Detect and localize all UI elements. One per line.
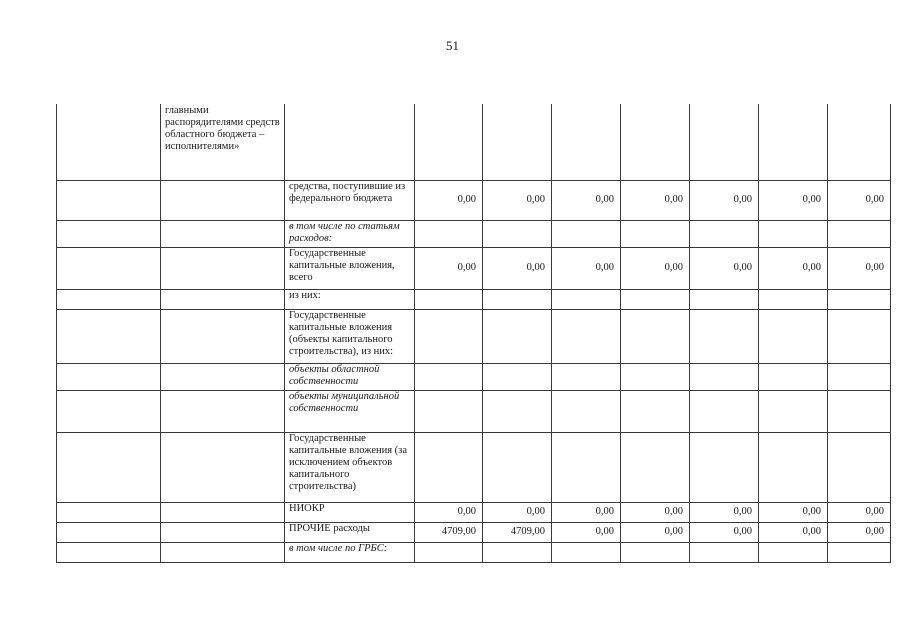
table-row: [57, 363, 891, 390]
value-cell: [759, 390, 828, 432]
value-cell: 0,00: [621, 502, 690, 522]
value-cell: [415, 309, 483, 363]
value-cell: [759, 289, 828, 309]
value-cell: [690, 390, 759, 432]
value-cell: [621, 220, 690, 247]
value-cell: 0,00: [690, 247, 759, 289]
table-row: [57, 247, 891, 289]
value-cell: [621, 432, 690, 502]
value-cell: 4709,00: [483, 522, 552, 542]
value-cell: 0,00: [552, 522, 621, 542]
row-code-cell: [57, 220, 161, 247]
row-program-cell: [161, 522, 285, 542]
budget-table: [56, 104, 891, 563]
row-code-cell: [57, 363, 161, 390]
row-program-cell: [161, 432, 285, 502]
value-cell: 0,00: [552, 180, 621, 220]
value-cell: 0,00: [828, 502, 891, 522]
value-cell: [759, 432, 828, 502]
value-cell: [759, 309, 828, 363]
row-category-cell: объекты муниципальной собственности: [285, 390, 415, 432]
value-cell: [690, 363, 759, 390]
value-cell: 0,00: [690, 502, 759, 522]
row-category-cell: средства, поступившие из федерального бюджета: [285, 180, 415, 220]
value-cell: [552, 363, 621, 390]
value-cell: [483, 104, 552, 180]
value-cell: [690, 220, 759, 247]
row-category-cell: [285, 104, 415, 180]
value-cell: 0,00: [415, 180, 483, 220]
row-program-cell: [161, 247, 285, 289]
value-cell: [828, 104, 891, 180]
value-cell: [415, 363, 483, 390]
value-cell: [483, 542, 552, 562]
value-cell: [552, 104, 621, 180]
value-cell: [483, 390, 552, 432]
value-cell: 0,00: [415, 247, 483, 289]
row-program-cell: главными распорядителями средств областного бюджета – исполнителями»: [161, 104, 285, 180]
row-code-cell: [57, 104, 161, 180]
value-cell: [828, 390, 891, 432]
value-cell: 0,00: [621, 522, 690, 542]
row-program-cell: [161, 289, 285, 309]
table-row: [57, 502, 891, 522]
value-cell: 0,00: [483, 502, 552, 522]
value-cell: [759, 542, 828, 562]
value-cell: 0,00: [759, 180, 828, 220]
value-cell: 0,00: [828, 180, 891, 220]
value-cell: [415, 220, 483, 247]
value-cell: [483, 309, 552, 363]
value-cell: 0,00: [552, 502, 621, 522]
value-cell: [828, 363, 891, 390]
table-row: [57, 522, 891, 542]
value-cell: [552, 432, 621, 502]
row-code-cell: [57, 522, 161, 542]
value-cell: [483, 432, 552, 502]
value-cell: 0,00: [759, 247, 828, 289]
table-row: [57, 309, 891, 363]
row-code-cell: [57, 289, 161, 309]
row-code-cell: [57, 432, 161, 502]
row-code-cell: [57, 390, 161, 432]
row-category-cell: НИОКР: [285, 502, 415, 522]
value-cell: 0,00: [828, 522, 891, 542]
value-cell: [759, 104, 828, 180]
value-cell: 0,00: [759, 522, 828, 542]
table-row: [57, 180, 891, 220]
value-cell: [415, 289, 483, 309]
row-category-cell: Государственные капитальные вложения (за исключением объектов капитального строительства): [285, 432, 415, 502]
table-row: [57, 289, 891, 309]
value-cell: [759, 220, 828, 247]
value-cell: [621, 542, 690, 562]
value-cell: [690, 432, 759, 502]
value-cell: 0,00: [690, 180, 759, 220]
value-cell: [690, 289, 759, 309]
row-program-cell: [161, 502, 285, 522]
page-number: 51: [446, 38, 459, 53]
value-cell: 0,00: [621, 247, 690, 289]
value-cell: 0,00: [690, 522, 759, 542]
row-category-cell: Государственные капитальные вложения (объекты капитального строительства), из них:: [285, 309, 415, 363]
value-cell: 0,00: [828, 247, 891, 289]
row-program-cell: [161, 180, 285, 220]
table-row: [57, 220, 891, 247]
table-row: [57, 432, 891, 502]
value-cell: 0,00: [621, 180, 690, 220]
row-code-cell: [57, 542, 161, 562]
row-code-cell: [57, 502, 161, 522]
value-cell: 0,00: [552, 247, 621, 289]
value-cell: 0,00: [759, 502, 828, 522]
value-cell: [690, 309, 759, 363]
value-cell: [690, 542, 759, 562]
value-cell: [552, 390, 621, 432]
value-cell: [483, 220, 552, 247]
value-cell: [552, 220, 621, 247]
row-category-cell: в том числе по ГРБС:: [285, 542, 415, 562]
value-cell: 0,00: [415, 502, 483, 522]
table-row: [57, 390, 891, 432]
value-cell: [415, 104, 483, 180]
value-cell: 0,00: [483, 247, 552, 289]
value-cell: [415, 542, 483, 562]
value-cell: [552, 289, 621, 309]
value-cell: [828, 289, 891, 309]
row-category-cell: объекты областной собственности: [285, 363, 415, 390]
row-code-cell: [57, 180, 161, 220]
row-code-cell: [57, 247, 161, 289]
row-code-cell: [57, 309, 161, 363]
row-category-cell: Государственные капитальные вложения, всего: [285, 247, 415, 289]
table-body: [57, 104, 891, 562]
value-cell: [415, 390, 483, 432]
value-cell: [621, 390, 690, 432]
value-cell: 4709,00: [415, 522, 483, 542]
row-program-cell: [161, 220, 285, 247]
row-program-cell: [161, 390, 285, 432]
value-cell: [690, 104, 759, 180]
row-category-cell: из них:: [285, 289, 415, 309]
value-cell: [552, 309, 621, 363]
value-cell: [621, 363, 690, 390]
value-cell: [759, 363, 828, 390]
row-category-cell: ПРОЧИЕ расходы: [285, 522, 415, 542]
value-cell: 0,00: [483, 180, 552, 220]
value-cell: [415, 432, 483, 502]
row-program-cell: [161, 542, 285, 562]
value-cell: [621, 309, 690, 363]
value-cell: [828, 220, 891, 247]
row-category-cell: в том числе по статьям расходов:: [285, 220, 415, 247]
table-row: [57, 542, 891, 562]
value-cell: [828, 542, 891, 562]
row-program-cell: [161, 363, 285, 390]
value-cell: [552, 542, 621, 562]
value-cell: [483, 363, 552, 390]
value-cell: [828, 432, 891, 502]
value-cell: [483, 289, 552, 309]
value-cell: [621, 104, 690, 180]
value-cell: [621, 289, 690, 309]
value-cell: [828, 309, 891, 363]
row-program-cell: [161, 309, 285, 363]
table-row: [57, 104, 891, 180]
